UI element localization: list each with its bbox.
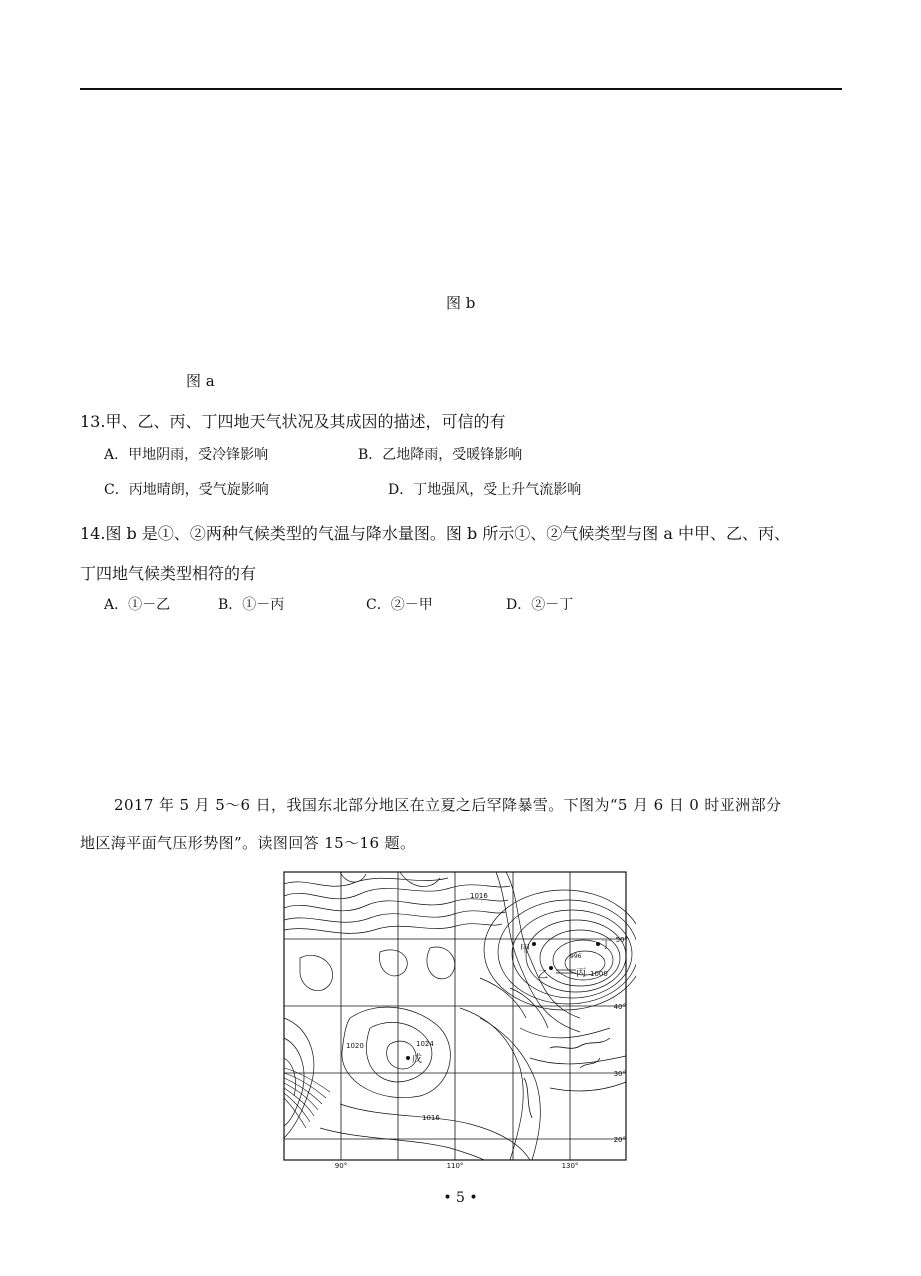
- q13-option-d: D．丁地强风，受上升气流影响: [388, 482, 582, 498]
- lat-label-20: 20°: [613, 1136, 626, 1144]
- isobar-label-996: 996: [570, 953, 582, 960]
- q13-option-a: A．甲地阴雨，受冷锋影响: [104, 447, 269, 463]
- place-yi: 乙: [538, 970, 548, 981]
- place-wu: 戊: [412, 1054, 422, 1065]
- intro-line1: 2017 年 5 月 5～6 日，我国东北部分地区在立夏之后罕降暴雪。下图为“5 月 6 日 0 时亚洲部分: [114, 796, 782, 814]
- q14-option-c: C．②－甲: [366, 597, 433, 613]
- isobar-label-1016-north: 1016: [470, 892, 488, 900]
- place-ding: 丁: [601, 940, 611, 951]
- intro-line2: 地区海平面气压形势图”。读图回答 15～16 题。: [80, 834, 416, 852]
- lon-label-90: 90°: [334, 1162, 348, 1168]
- q13-option-b: B．乙地降雨，受暖锋影响: [358, 447, 523, 463]
- place-bing: 丙: [576, 968, 586, 979]
- page-number: • 5 •: [443, 1190, 478, 1206]
- isobar-label-1016-south: 1016: [422, 1114, 440, 1122]
- place-yi-dot: [549, 966, 553, 970]
- lon-label-130: 130°: [561, 1162, 579, 1168]
- lat-label-50: 50°: [615, 936, 628, 944]
- isobar-label-1020: 1020: [346, 1042, 364, 1050]
- place-jia: 甲: [520, 944, 530, 955]
- question-14-stem-line1: 14.图 b 是①、②两种气候类型的气温与降水量图。图 b 所示①、②气候类型与图 a 中甲、乙、丙、: [80, 524, 790, 543]
- place-ding-dot: [596, 942, 600, 946]
- header-rule: [80, 88, 842, 90]
- sea-level-pressure-map: [280, 868, 636, 1168]
- q14-option-a: A．①－乙: [104, 597, 171, 613]
- q14-option-d: D．②－丁: [506, 597, 574, 613]
- question-14-stem-line2: 丁四地气候类型相符的有: [80, 564, 257, 583]
- figure-b-caption: 图 b: [446, 294, 476, 312]
- isobar-label-1024: 1024: [416, 1040, 434, 1048]
- place-jia-dot: [532, 942, 536, 946]
- lat-label-40: 40°: [613, 1003, 626, 1011]
- place-wu-dot: [406, 1056, 410, 1060]
- q13-option-c: C．丙地晴朗，受气旋影响: [104, 482, 269, 498]
- isobar-label-1000: 1000: [590, 970, 608, 978]
- lon-label-110: 110°: [446, 1162, 464, 1168]
- figure-a-caption: 图 a: [186, 372, 215, 390]
- lat-label-30: 30°: [613, 1070, 626, 1078]
- question-13-stem: 13.甲、乙、丙、丁四地天气状况及其成因的描述，可信的有: [80, 412, 506, 431]
- q14-option-b: B．①－丙: [218, 597, 285, 613]
